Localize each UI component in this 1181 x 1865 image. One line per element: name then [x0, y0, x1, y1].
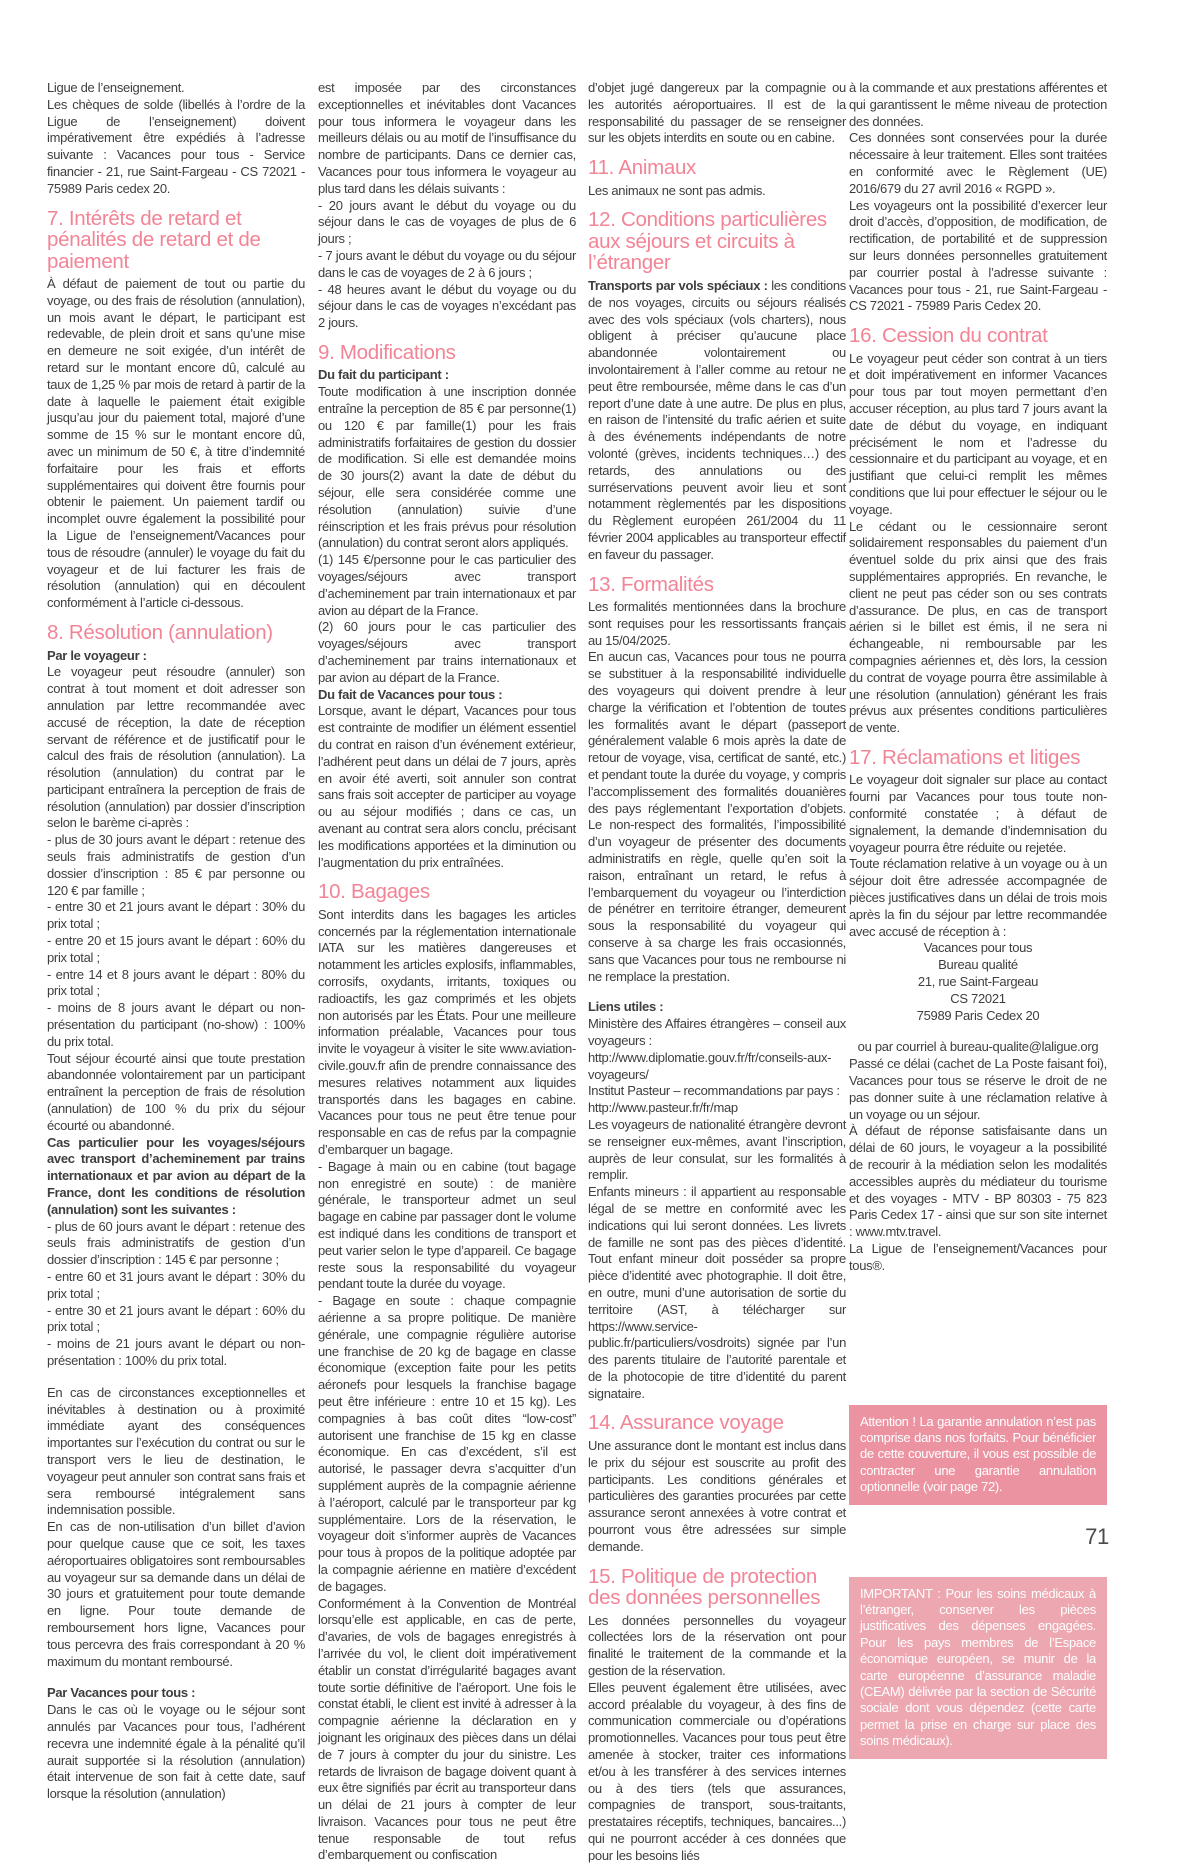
- paragraph: (2) 60 jours pour le cas particulier des voyages/séjours avec transport d’acheminement par trains internationaux et par avion au départ de la France.: [318, 619, 576, 685]
- paragraph: est imposée par des circonstances exceptionnelles et inévitables dont Vacances pour tous informera le voyageur dans les meilleurs délais ou au motif de l’insuffisance du nombre de participants. Dans ce dernier cas, Vacances pour tous informera le voyageur au plus tard dans les délais suivants :: [318, 80, 576, 196]
- heading-section-10: 10. Bagages: [318, 880, 430, 904]
- heading-section-9: 9. Modifications: [318, 340, 456, 364]
- paragraph: Sont interdits dans les bagages les articles concernés par la réglementation internationale IATA sur les matières dangereuses et notamment les articles explosifs, inflammables, corrosifs, oxydants, irritants, toxiques ou radioactifs, les gaz comprimés et les objets non autorisés par les États. Pour une meilleure information préalable, Vacances pour tous invite le voyageur à visiter le site www.aviation-civile.gouv.fr afin de prendre connaissance des mesures relatives notamment aux liquides transportés dans les bagages en cabine. Vacances pour tous ne peut être tenue pour responsable en cas de refus par la compagnie d’embarquer un bagage.: [318, 906, 576, 1158]
- spacer: [47, 1370, 305, 1385]
- url-pasteur: http://www.pasteur.fr/fr/map: [588, 1100, 738, 1116]
- address-line: 21, rue Saint-Fargeau: [917, 974, 1039, 990]
- paragraph: - Bagage en soute : chaque compagnie aérienne a sa propre politique. De manière générale, une compagnie régulière autorise une franchise de 20 kg de bagage en classe économique (exception faite pour les petits aéronefs pour lesquels la franchise bagage peut être inférieure : entre 10 et 15 kg). Les compagnies à bas coût dites “low-cost” autorisent une franchise de 15 kg en classe économique. En cas d’excédent, s’il est autorisé, le passager devra s’acquitter d’un supplément auprès de la compagnie aérienne à l’aéroport, calculé par le transporteur par kg supplémentaire. Lors de la réservation, le voyageur doit s’informer auprès de Vacances pour tous à propos de la politique adoptée par la compagnie aérienne en matière d’excédent de bagages.: [318, 1293, 576, 1594]
- paragraph: - 20 jours avant le début du voyage ou du séjour dans le cas de voyages de plus de 6 jours ;: [318, 197, 576, 247]
- heading-section-15: 15. Politique de protection des données personnelles: [588, 1564, 821, 1610]
- paragraph: À défaut de paiement de tout ou partie du voyage, ou des frais de résolution (annulation), un mois avant le départ, le participant est redevable, de plein droit et sans qu’une mise en demeure ne soit exigée, d’un intérêt de retard sur le montant encore dû, calculé au taux de 1,25 % par mois de retard à partir de la date à laquelle le paiement était exigible jusqu’au jour du paiement total, majoré d’une somme de 15 % sur le montant encore dû, avec un minimum de 50 €, à titre d’indemnité forfaitaire pour les frais et efforts supplémentaires qui doivent être fournis pour obtenir le paiement. Un paiement tardif ou incomplet ouvre également la possibilité pour la Ligue de l’enseignement/Vacances pour tous de résoudre (annuler) le voyage du fait du voyageur et de lui facturer les frais de résolution (annulation) qui en découlent conformément à l’article ci-dessous.: [47, 276, 305, 611]
- paragraph: Une assurance dont le montant est inclus dans le prix du séjour est souscrite au profit des participants. Les conditions générales et particulières des garanties procurées par cette assurance seront annexées à votre contrat et pourront vous être adressées sur simple demande.: [588, 1437, 846, 1554]
- paragraph: Institut Pasteur – recommandations par pays :: [588, 1083, 840, 1099]
- heading-section-16: 16. Cession du contrat: [849, 324, 1048, 348]
- paragraph: - Bagage à main ou en cabine (tout bagage non enregistré en soute) : de manière générale, le transporteur admet un seul bagage en cabine par passager dont le volume est indiqué dans les conditions de transport et peut varier selon le type d’appareil. Ce bagage reste sous la responsabilité du voyageur pendant toute la durée du voyage.: [318, 1158, 576, 1292]
- paragraph: En cas de non-utilisation d’un billet d’avion pour quelque cause que ce soit, les taxes aéroportuaires obligatoires sont remboursables au voyageur sur sa demande dans un délai de 30 jours et gratuitement pour toute demande en ligne. Pour toute demande de remboursement hors ligne, Vacances pour tous percevra des frais correspondant à 20 % maximum du montant remboursé.: [47, 1519, 305, 1669]
- email-line: ou par courriel à bureau-qualite@laligue.org: [857, 1039, 1099, 1055]
- address-line: 75989 Paris Cedex 20: [916, 1007, 1040, 1023]
- paragraph: Les animaux ne sont pas admis.: [588, 182, 766, 198]
- paragraph: Conformément à la Convention de Montréal lorsqu’elle est applicable, en cas de perte, d’avaries, de vols de bagages enregistrés à l’arrivée du vol, le client doit impérativement établir un constat d’irrégularité bagages avant toute sortie définitive de l’aéroport. Une fois le constat établi, le client est invité à adresser à la compagnie aérienne la déclaration en y joignant les originaux des pièces dans un délai de 7 jours à compter du jour du sinistre. Les retards de livraison de bagage doivent quant à eux être signifiés par écrit au transporteur dans un délai de 21 jours à compter de leur livraison. Vacances pour tous ne peut être tenue responsable de tout refus d’embarquement ou confiscation: [318, 1595, 576, 1863]
- text-column-1: [47, 80, 305, 1803]
- paragraph: (1) 145 €/personne pour le cas particulier des voyages/séjours avec transport d’acheminement par train internationaux et par avion au départ de la France.: [318, 552, 576, 618]
- paragraph: Dans le cas où le voyage ou le séjour sont annulés par Vacances pour tous, l’adhérent recevra une indemnité égale à la pénalité qu’il aurait supportée si la résolution (annulation) était intervenue de son fait à cette date, sauf lorsque la résolution (annulation): [47, 1702, 305, 1802]
- paragraph: Les formalités mentionnées dans la brochure sont requises pour les ressortissants français au 15/04/2025.: [588, 599, 846, 648]
- paragraph: Le voyageur doit signaler sur place au contact fourni par Vacances pour tous toute non-conformité constatée ; à défaut de signalement, la demande d’indemnisation du voyageur pourra être réduite ou rejetée.: [849, 772, 1107, 855]
- paragraph: En cas de circonstances exceptionnelles et inévitables à destination ou à proximité immédiate ayant des conséquences importantes sur l’exécution du contrat ou sur le transport vers le lieu de destination, le voyageur peut annuler son contrat sans frais et sera remboursé intégralement sans indemnisation possible.: [47, 1384, 305, 1518]
- heading-section-11: 11. Animaux: [588, 156, 696, 180]
- paragraph: Les voyageurs ont la possibilité d’exercer leur droit d’accès, d’opposition, de modification, de rectification, de portabilité et de suppression sur leurs données personnelles gratuitement par courrier postal à l’adresse suivante : Vacances pour tous - 21, rue Saint-Fargeau - CS 72021 - 75989 Paris Cedex 20.: [849, 197, 1107, 314]
- lead-label: Transports par vols spéciaux :: [588, 277, 768, 293]
- paragraph: En aucun cas, Vacances pour tous ne pourra se substituer à la responsabilité individuelle des voyageurs qui doivent prendre à leur charge la vérification et l’obtention de toutes les formalités avant le départ (passeport généralement valable 6 mois après la date de retour de voyage, visa, certificat de santé, etc.) et pendant toute la durée du voyage, y compris l’accomplissement des formalités douanières des pays réglementant l’exportation d’objets. Le non-respect des formalités, l’impossibilité d’un voyageur de présenter des documents administratifs en règle, quelle qu’en soit la raison, entraînant un retard, le refus à l’embarquement du voyageur ou l’interdiction de pénétrer en territoire étranger, demeurent sous la responsabilité du voyageur qui conserve à sa charge les frais occasionnés, sans que Vacances pour tous ne rembourse ni ne remplace la prestation.: [588, 649, 846, 984]
- paragraph: - entre 60 et 31 jours avant le départ : 30% du prix total ;: [47, 1269, 305, 1301]
- text-column-2: [318, 80, 576, 1864]
- subheading: Liens utiles :: [588, 999, 664, 1015]
- paragraph: Tout séjour écourté ainsi que toute prestation abandonnée volontairement par un participant entraînent la perception de frais de résolution (annulation) de 100 % du prix du séjour écourté ou abandonné.: [47, 1050, 305, 1133]
- paragraph: Les voyageurs de nationalité étrangère devront se renseigner eux-mêmes, avant l’inscription, auprès de leur consulat, sur les formalités à remplir.: [588, 1116, 846, 1183]
- text-column-4: [849, 80, 1107, 1759]
- heading-section-8: 8. Résolution (annulation): [47, 621, 273, 645]
- paragraph: Ministère des Affaires étrangères – conseil aux voyageurs :: [588, 1016, 846, 1048]
- heading-section-13: 13. Formalités: [588, 572, 714, 596]
- notice-box-important: IMPORTANT : Pour les soins médicaux à l’étranger, conserver les pièces justificatives des dépenses engagées. Pour les pays membres de l’Espace économique européen, se munir de la carte européenne d’assurance maladie (CEAM) délivrée par la section de Sécurité sociale dont vous dépendez (cette carte permet la prise en charge sur place des soins médicaux).: [849, 1577, 1107, 1759]
- paragraph: - plus de 30 jours avant le départ : retenue des seuls frais administratifs de gestion d’un dossier d’inscription : 85 € par personne ou 120 € par famille ;: [47, 832, 305, 898]
- heading-section-17: 17. Réclamations et litiges: [849, 745, 1081, 769]
- paragraph: à la commande et aux prestations afférentes et qui garantissent le même niveau de protection des données.: [849, 80, 1107, 129]
- paragraph: À défaut de réponse satisfaisante dans un délai de 60 jours, le voyageur a la possibilité de recourir à la médiation selon les modalités accessibles auprès du médiateur du tourisme et des voyages - MTV - BP 80303 - 75 823 Paris Cedex 17 - ainsi que sur son site internet : www.mtv.travel.: [849, 1123, 1107, 1240]
- paragraph: Le voyageur peut résoudre (annuler) son contrat à tout moment et doit adresser son annulation par lettre recommandée avec accusé de réception, la date de réception servant de référence et de justificatif pour le calcul des frais de résolution (annulation). La résolution (annulation) du contrat par le participant entraînera la perception de frais de résolution (annulation) par dossier d’inscription selon le barème ci-après :: [47, 664, 305, 831]
- paragraph: - moins de 8 jours avant le départ ou non-présentation du participant (no-show) : 100% du prix total.: [47, 1000, 305, 1049]
- address-line: Bureau qualité: [938, 957, 1018, 973]
- paragraph: Ligue de l’enseignement.: [47, 80, 185, 95]
- url-diplomatie: http://www.diplomatie.gouv.fr/fr/conseils-aux-voyageurs/: [588, 1049, 832, 1082]
- paragraph: - entre 20 et 15 jours avant le départ : 60% du prix total ;: [47, 933, 305, 965]
- paragraph: - entre 14 et 8 jours avant le départ : 80% du prix total ;: [47, 966, 305, 999]
- paragraph: Enfants mineurs : il appartient au responsable légal de se mettre en conformité avec les indications qui lui seront données. Les livrets de famille ne sont pas des pièces d’identité. Tout enfant mineur doit posséder sa propre pièce d’identité avec photographie. Il doit être, en outre, muni d’une autorisation de sortie du territoire (AST, à télécharger sur https://www.service-public.fr/particuliers/vosdroits) signée par l’un des parents titulaire de l’autorité parentale et de la photocopie de titre d’identité du parent signataire.: [588, 1184, 846, 1401]
- paragraph: Transports par vols spéciaux : les conditions de nos voyages, circuits ou séjours réalisés avec des vols spéciaux (vols charters), nous obligent à préciser qu’aucune place abandonnée volontairement ou involontairement à l’aller comme au retour ne peut être remboursée, même dans le cas d’un report d’une date à une autre. De plus en plus, en raison de l’intensité du trafic aérien et suite à des événements indépendants de notre volonté (grèves, incidents techniques…) des retards, des annulations ou des surréservations peuvent avoir lieu et sont notamment règlementés par les dispositions du Règlement européen 261/2004 du 11 février 2004 applicables au transporteur effectif en faveur du passager.: [588, 277, 846, 562]
- paragraph: Le cédant ou le cessionnaire seront solidairement responsables du paiement d’un éventuel solde du prix ainsi que des frais supplémentaires appropriés. En revanche, le client ne peut pas céder son ou ses contrats d’assurance. De plus, en cas de transport aérien si le billet est émis, il ne sera ni échangeable, ni remboursable par les compagnies aériennes et, dès lors, la cession du contrat de voyage pourra être assimilable à une résolution (annulation) générant les frais prévus aux présentes conditions particulières de vente.: [849, 518, 1107, 736]
- notice-box-attention: Attention ! La garantie annulation n’est pas comprise dans nos forfaits. Pour bénéficier de cette couverture, il vous est possible de contracter une garantie annulation optionnelle (voir page 72).: [849, 1405, 1107, 1505]
- spacer: [849, 1024, 1107, 1039]
- paragraph: - entre 30 et 21 jours avant le départ : 30% du prix total ;: [47, 899, 305, 932]
- heading-section-12: 12. Conditions particulières aux séjours et circuits à l’étranger: [588, 208, 827, 275]
- paragraph: Ces données sont conservées pour la durée nécessaire à leur traitement. Elles sont traitées en conformité avec le Règlement (UE) 2016/679 du 27 avril 2016 « RGPD ».: [849, 130, 1107, 196]
- paragraph: La Ligue de l’enseignement/Vacances pour tous®.: [849, 1241, 1107, 1273]
- spacer: [588, 985, 846, 999]
- paragraph: Lorsque, avant le départ, Vacances pour tous est contrainte de modifier un élément essentiel du contrat en raison d’un événement extérieur, l’adhérent peut dans un délai de 7 jours, après en avoir été averti, soit annuler son contrat sans frais soit accepter de participer au voyage ou au séjour modifiés ; dans ce cas, un avenant au contrat sera alors conclu, précisant les modifications apportées et la diminution ou l’augmentation du prix entraînées.: [318, 703, 576, 870]
- paragraph: Les chèques de solde (libellés à l’ordre de la Ligue de l’enseignement) doivent impérativement être expédiés à l’adresse suivante : Vacances pour tous - Service financier - 21, rue Saint-Fargeau - CS 72021 - 75989 Paris cedex 20.: [47, 96, 305, 196]
- heading-section-7: 7. Intérêts de retard et pénalités de retard et de paiement: [47, 206, 261, 273]
- paragraph: Les données personnelles du voyageur collectées lors de la réservation ont pour finalité le traitement de la commande et la gestion de la réservation.: [588, 1612, 846, 1678]
- paragraph: Toute modification à une inscription donnée entraîne la perception de 85 € par personne(1) ou 120 € par famille(1) pour les frais administratifs forfaitaires de gestion du dossier de modification. Si elle est demandée moins de 30 jours(2) avant la date de début du séjour, elle sera considérée comme une résolution (annulation) suivie d’une réinscription et les frais prévus pour résolution (annulation) du contrat seront alors appliqués.: [318, 384, 576, 551]
- paragraph: - moins de 21 jours avant le départ ou non-présentation : 100% du prix total.: [47, 1336, 305, 1368]
- subheading: Par le voyageur :: [47, 647, 147, 663]
- subheading: Du fait de Vacances pour tous :: [318, 686, 503, 702]
- paragraph: Le voyageur peut céder son contrat à un tiers et doit impérativement en informer Vacances pour tous par tout moyen permettant d’en accuser réception, au plus tard 7 jours avant la date de début du voyage, en indiquant précisément le nom et l’adresse du cessionnaire et du participant au voyage, et en justifiant que celui-ci remplit les mêmes conditions que lui pour effectuer le séjour ou le voyage.: [849, 350, 1107, 517]
- paragraph: - 7 jours avant le début du voyage ou du séjour dans le cas de voyages de 2 à 6 jours ;: [318, 247, 576, 280]
- subheading: Cas particulier pour les voyages/séjours avec transport d’acheminement par trains internationaux et par avion au départ de la France, dont les conditions de résolution (annulation) sont les suivantes :: [47, 1134, 305, 1217]
- paragraph: Elles peuvent également être utilisées, avec accord préalable du voyageur, à des fins de communication commerciale ou d’opérations promotionnelles. Vacances pour tous peut être amenée à stocker, traiter ces informations et/ou à les transférer à des services internes ou à des tiers (tels que assurances, compagnies de transport, sous-traitants, prestataires réceptifs, techniques, bancaires...) qui ne pourront accéder à ces données que pour les besoins liés: [588, 1679, 846, 1863]
- heading-section-14: 14. Assurance voyage: [588, 1411, 784, 1435]
- address-line: Vacances pour tous: [923, 940, 1033, 956]
- paragraph: - plus de 60 jours avant le départ : retenue des seuls frais administratifs de gestion d’un dossier d’inscription : 145 € par personne ;: [47, 1218, 305, 1268]
- paragraph: - 48 heures avant le début du voyage ou du séjour dans le cas de voyages n’excédant pas 2 jours.: [318, 281, 576, 331]
- subheading: Par Vacances pour tous :: [47, 1685, 196, 1701]
- text-column-3: [588, 80, 846, 1865]
- paragraph: Toute réclamation relative à un voyage ou à un séjour doit être adressée accompagnée de pièces justificatives dans un délai de trois mois après la fin du séjour par lettre recommandée avec accusé de réception à :: [849, 856, 1107, 939]
- paragraph: d’objet jugé dangereux par la compagnie ou les autorités aéroportuaires. Il est de la responsabilité du passager de se renseigner sur les objets interdits en soute ou en cabine.: [588, 80, 846, 146]
- spacer: [849, 1505, 1107, 1577]
- address-line: CS 72021: [950, 990, 1006, 1006]
- spacer: [47, 1670, 305, 1685]
- subheading: Du fait du participant :: [318, 367, 449, 383]
- paragraph: Passé ce délai (cachet de La Poste faisant foi), Vacances pour tous se réserve le droit de ne pas donner suite à une réclamation relative à un voyage ou un séjour.: [849, 1056, 1107, 1122]
- page-number: 71: [1085, 1524, 1109, 1549]
- spacer: [849, 1275, 1107, 1405]
- paragraph: - entre 30 et 21 jours avant le départ : 60% du prix total ;: [47, 1302, 305, 1335]
